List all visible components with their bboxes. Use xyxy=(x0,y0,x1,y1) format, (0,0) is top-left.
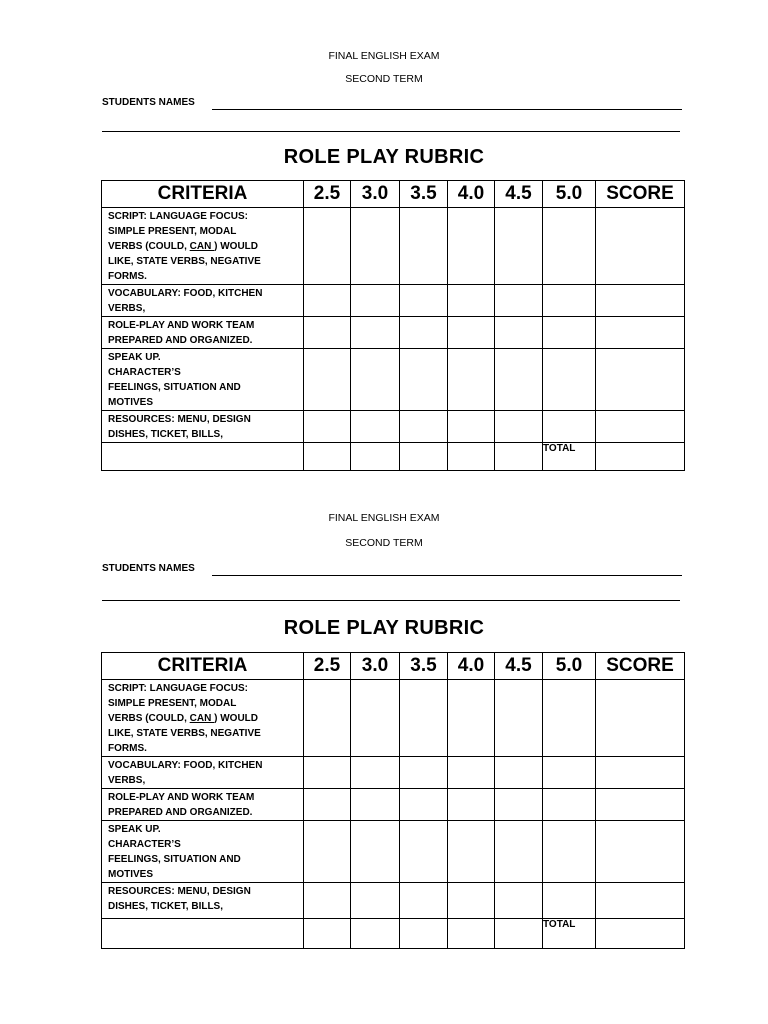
score-cell[interactable] xyxy=(448,411,495,443)
score-cell[interactable] xyxy=(495,757,543,789)
header-5-0: 5.0 xyxy=(543,653,596,680)
criteria-line: FORMS. xyxy=(108,743,147,754)
criteria-line-underlined: CAN xyxy=(189,241,215,252)
score-cell[interactable] xyxy=(400,411,448,443)
total-row-blank xyxy=(102,443,304,471)
criteria-row-script xyxy=(102,208,685,285)
rubric-header-row xyxy=(102,181,685,208)
criteria-line: DISHES, TICKET, BILLS, xyxy=(108,429,224,440)
score-cell[interactable] xyxy=(448,789,495,821)
header-score: SCORE xyxy=(596,653,685,680)
blank-cell xyxy=(400,919,448,949)
header-4-0: 4.0 xyxy=(448,181,495,208)
criteria-role-play xyxy=(102,789,304,821)
criteria-line: ) WOULD xyxy=(214,241,259,252)
criteria-line: CHARACTER’S xyxy=(108,839,181,850)
score-total-cell[interactable] xyxy=(596,883,685,919)
header-3-5: 3.5 xyxy=(400,653,448,680)
score-cell[interactable] xyxy=(495,821,543,883)
exam-term: SECOND TERM xyxy=(345,537,423,549)
criteria-line: CHARACTER’S xyxy=(108,367,181,378)
header-3-0: 3.0 xyxy=(351,181,400,208)
criteria-row-vocabulary xyxy=(102,285,685,317)
total-row-blank xyxy=(102,919,304,949)
score-cell[interactable] xyxy=(495,883,543,919)
blank-cell xyxy=(304,919,351,949)
score-cell[interactable] xyxy=(400,757,448,789)
header-2-5: 2.5 xyxy=(304,653,351,680)
criteria-line: FEELINGS, SITUATION AND xyxy=(108,382,241,393)
exam-term: SECOND TERM xyxy=(345,73,423,85)
blank-cell xyxy=(448,443,495,471)
score-cell[interactable] xyxy=(543,285,596,317)
header-criteria: CRITERIA xyxy=(102,181,304,208)
criteria-row-resources xyxy=(102,411,685,443)
criteria-row-speak-up xyxy=(102,349,685,411)
blank-cell xyxy=(351,443,400,471)
total-row xyxy=(102,443,685,471)
score-cell[interactable] xyxy=(304,208,351,285)
rubric-title: ROLE PLAY RUBRIC xyxy=(283,617,485,639)
criteria-line: RESOURCES: MENU, DESIGN xyxy=(108,886,251,897)
student-names-line-2[interactable] xyxy=(102,131,680,132)
score-cell[interactable] xyxy=(495,411,543,443)
score-cell[interactable] xyxy=(351,208,400,285)
score-cell[interactable] xyxy=(543,789,596,821)
criteria-resources xyxy=(102,411,304,443)
blank-cell xyxy=(448,919,495,949)
criteria-line: ) WOULD xyxy=(214,713,259,724)
rubric-table xyxy=(101,180,685,471)
score-cell[interactable] xyxy=(351,285,400,317)
rubric-title: ROLE PLAY RUBRIC xyxy=(283,146,485,168)
score-cell[interactable] xyxy=(543,208,596,285)
criteria-line: SCRIPT: LANGUAGE FOCUS: xyxy=(108,211,248,222)
student-names-row xyxy=(102,97,682,111)
score-total-cell[interactable] xyxy=(596,349,685,411)
score-total-cell[interactable] xyxy=(596,411,685,443)
criteria-line: MOTIVES xyxy=(108,397,154,408)
score-cell[interactable] xyxy=(543,680,596,757)
student-names-line-2[interactable] xyxy=(102,600,680,601)
score-cell[interactable] xyxy=(351,757,400,789)
total-score-cell[interactable] xyxy=(596,919,685,949)
score-cell[interactable] xyxy=(400,821,448,883)
score-cell[interactable] xyxy=(400,349,448,411)
score-cell[interactable] xyxy=(543,317,596,349)
criteria-line: VOCABULARY: FOOD, KITCHEN xyxy=(108,288,263,299)
score-cell[interactable] xyxy=(543,411,596,443)
score-total-cell[interactable] xyxy=(596,680,685,757)
header-4-0: 4.0 xyxy=(448,653,495,680)
criteria-line: FEELINGS, SITUATION AND xyxy=(108,854,241,865)
score-cell[interactable] xyxy=(304,411,351,443)
criteria-speak-up xyxy=(102,349,304,411)
criteria-line: RESOURCES: MENU, DESIGN xyxy=(108,414,251,425)
score-total-cell[interactable] xyxy=(596,208,685,285)
score-cell[interactable] xyxy=(400,285,448,317)
criteria-row-speak-up xyxy=(102,821,685,883)
exam-title: FINAL ENGLISH EXAM xyxy=(328,50,440,62)
criteria-role-play xyxy=(102,317,304,349)
criteria-line: LIKE, STATE VERBS, NEGATIVE xyxy=(108,256,261,267)
score-cell[interactable] xyxy=(304,317,351,349)
score-cell[interactable] xyxy=(351,821,400,883)
blank-cell xyxy=(351,919,400,949)
blank-cell xyxy=(495,919,543,949)
score-cell[interactable] xyxy=(304,789,351,821)
blank-cell xyxy=(400,443,448,471)
criteria-resources xyxy=(102,883,304,919)
score-cell[interactable] xyxy=(543,349,596,411)
score-cell[interactable] xyxy=(495,317,543,349)
score-cell[interactable] xyxy=(304,680,351,757)
criteria-line: DISHES, TICKET, BILLS, xyxy=(108,901,224,912)
student-names-row xyxy=(102,563,682,577)
student-names-label: STUDENTS NAMES xyxy=(102,97,195,108)
score-cell[interactable] xyxy=(543,821,596,883)
score-total-cell[interactable] xyxy=(596,821,685,883)
score-cell[interactable] xyxy=(543,883,596,919)
criteria-row-vocabulary xyxy=(102,757,685,789)
total-score-cell[interactable] xyxy=(596,443,685,471)
student-names-line[interactable] xyxy=(212,109,682,110)
criteria-script xyxy=(102,208,304,285)
score-cell[interactable] xyxy=(495,349,543,411)
score-cell[interactable] xyxy=(400,208,448,285)
criteria-vocabulary xyxy=(102,757,304,789)
score-cell[interactable] xyxy=(400,317,448,349)
score-cell[interactable] xyxy=(351,317,400,349)
total-label: TOTAL xyxy=(543,919,596,949)
criteria-line: SIMPLE PRESENT, MODAL xyxy=(108,698,237,709)
score-cell[interactable] xyxy=(448,883,495,919)
score-total-cell[interactable] xyxy=(596,285,685,317)
criteria-line: SPEAK UP. xyxy=(108,824,161,835)
score-cell[interactable] xyxy=(400,680,448,757)
criteria-line: FORMS. xyxy=(108,271,147,282)
criteria-line: SPEAK UP. xyxy=(108,352,161,363)
score-cell[interactable] xyxy=(448,317,495,349)
student-names-label: STUDENTS NAMES xyxy=(102,563,195,574)
total-row xyxy=(102,919,685,949)
blank-cell xyxy=(495,443,543,471)
score-cell[interactable] xyxy=(351,883,400,919)
header-3-0: 3.0 xyxy=(351,653,400,680)
blank-cell xyxy=(304,443,351,471)
score-cell[interactable] xyxy=(351,789,400,821)
score-cell[interactable] xyxy=(304,883,351,919)
score-cell[interactable] xyxy=(448,208,495,285)
score-cell[interactable] xyxy=(495,285,543,317)
exam-title: FINAL ENGLISH EXAM xyxy=(328,512,440,524)
criteria-line: LIKE, STATE VERBS, NEGATIVE xyxy=(108,728,261,739)
score-cell[interactable] xyxy=(448,757,495,789)
total-label: TOTAL xyxy=(543,443,596,471)
score-total-cell[interactable] xyxy=(596,317,685,349)
criteria-line: ROLE-PLAY AND WORK TEAM xyxy=(108,792,255,803)
score-cell[interactable] xyxy=(351,411,400,443)
score-cell[interactable] xyxy=(543,757,596,789)
score-cell[interactable] xyxy=(304,285,351,317)
criteria-line: SCRIPT: LANGUAGE FOCUS: xyxy=(108,683,248,694)
criteria-line: ROLE-PLAY AND WORK TEAM xyxy=(108,320,255,331)
header-criteria: CRITERIA xyxy=(102,653,304,680)
header-4-5: 4.5 xyxy=(495,653,543,680)
score-cell[interactable] xyxy=(448,285,495,317)
score-cell[interactable] xyxy=(448,680,495,757)
score-cell[interactable] xyxy=(495,208,543,285)
score-cell[interactable] xyxy=(495,789,543,821)
rubric-header-row xyxy=(102,653,685,680)
score-cell[interactable] xyxy=(448,821,495,883)
score-cell[interactable] xyxy=(304,821,351,883)
criteria-line: SIMPLE PRESENT, MODAL xyxy=(108,226,237,237)
criteria-vocabulary xyxy=(102,285,304,317)
score-cell[interactable] xyxy=(351,349,400,411)
header-5-0: 5.0 xyxy=(543,181,596,208)
score-cell[interactable] xyxy=(304,757,351,789)
criteria-speak-up xyxy=(102,821,304,883)
score-cell[interactable] xyxy=(495,680,543,757)
header-2-5: 2.5 xyxy=(304,181,351,208)
score-total-cell[interactable] xyxy=(596,789,685,821)
score-cell[interactable] xyxy=(400,883,448,919)
header-3-5: 3.5 xyxy=(400,181,448,208)
criteria-line: VOCABULARY: FOOD, KITCHEN xyxy=(108,760,263,771)
score-cell[interactable] xyxy=(351,680,400,757)
criteria-row-role-play xyxy=(102,789,685,821)
criteria-script xyxy=(102,680,304,757)
score-cell[interactable] xyxy=(448,349,495,411)
criteria-row-script xyxy=(102,680,685,757)
criteria-line: VERBS (COULD, xyxy=(108,241,190,252)
criteria-row-resources xyxy=(102,883,685,919)
header-score: SCORE xyxy=(596,181,685,208)
criteria-line: VERBS (COULD, xyxy=(108,713,190,724)
score-cell[interactable] xyxy=(400,789,448,821)
header-4-5: 4.5 xyxy=(495,181,543,208)
criteria-line: VERBS, xyxy=(108,303,146,314)
criteria-row-role-play xyxy=(102,317,685,349)
score-total-cell[interactable] xyxy=(596,757,685,789)
student-names-line[interactable] xyxy=(212,575,682,576)
rubric-table xyxy=(101,652,685,949)
score-cell[interactable] xyxy=(304,349,351,411)
criteria-line: MOTIVES xyxy=(108,869,154,880)
criteria-line: PREPARED AND ORGANIZED. xyxy=(108,335,253,346)
criteria-line-underlined: CAN xyxy=(189,713,215,724)
criteria-line: VERBS, xyxy=(108,775,146,786)
criteria-line: PREPARED AND ORGANIZED. xyxy=(108,807,253,818)
